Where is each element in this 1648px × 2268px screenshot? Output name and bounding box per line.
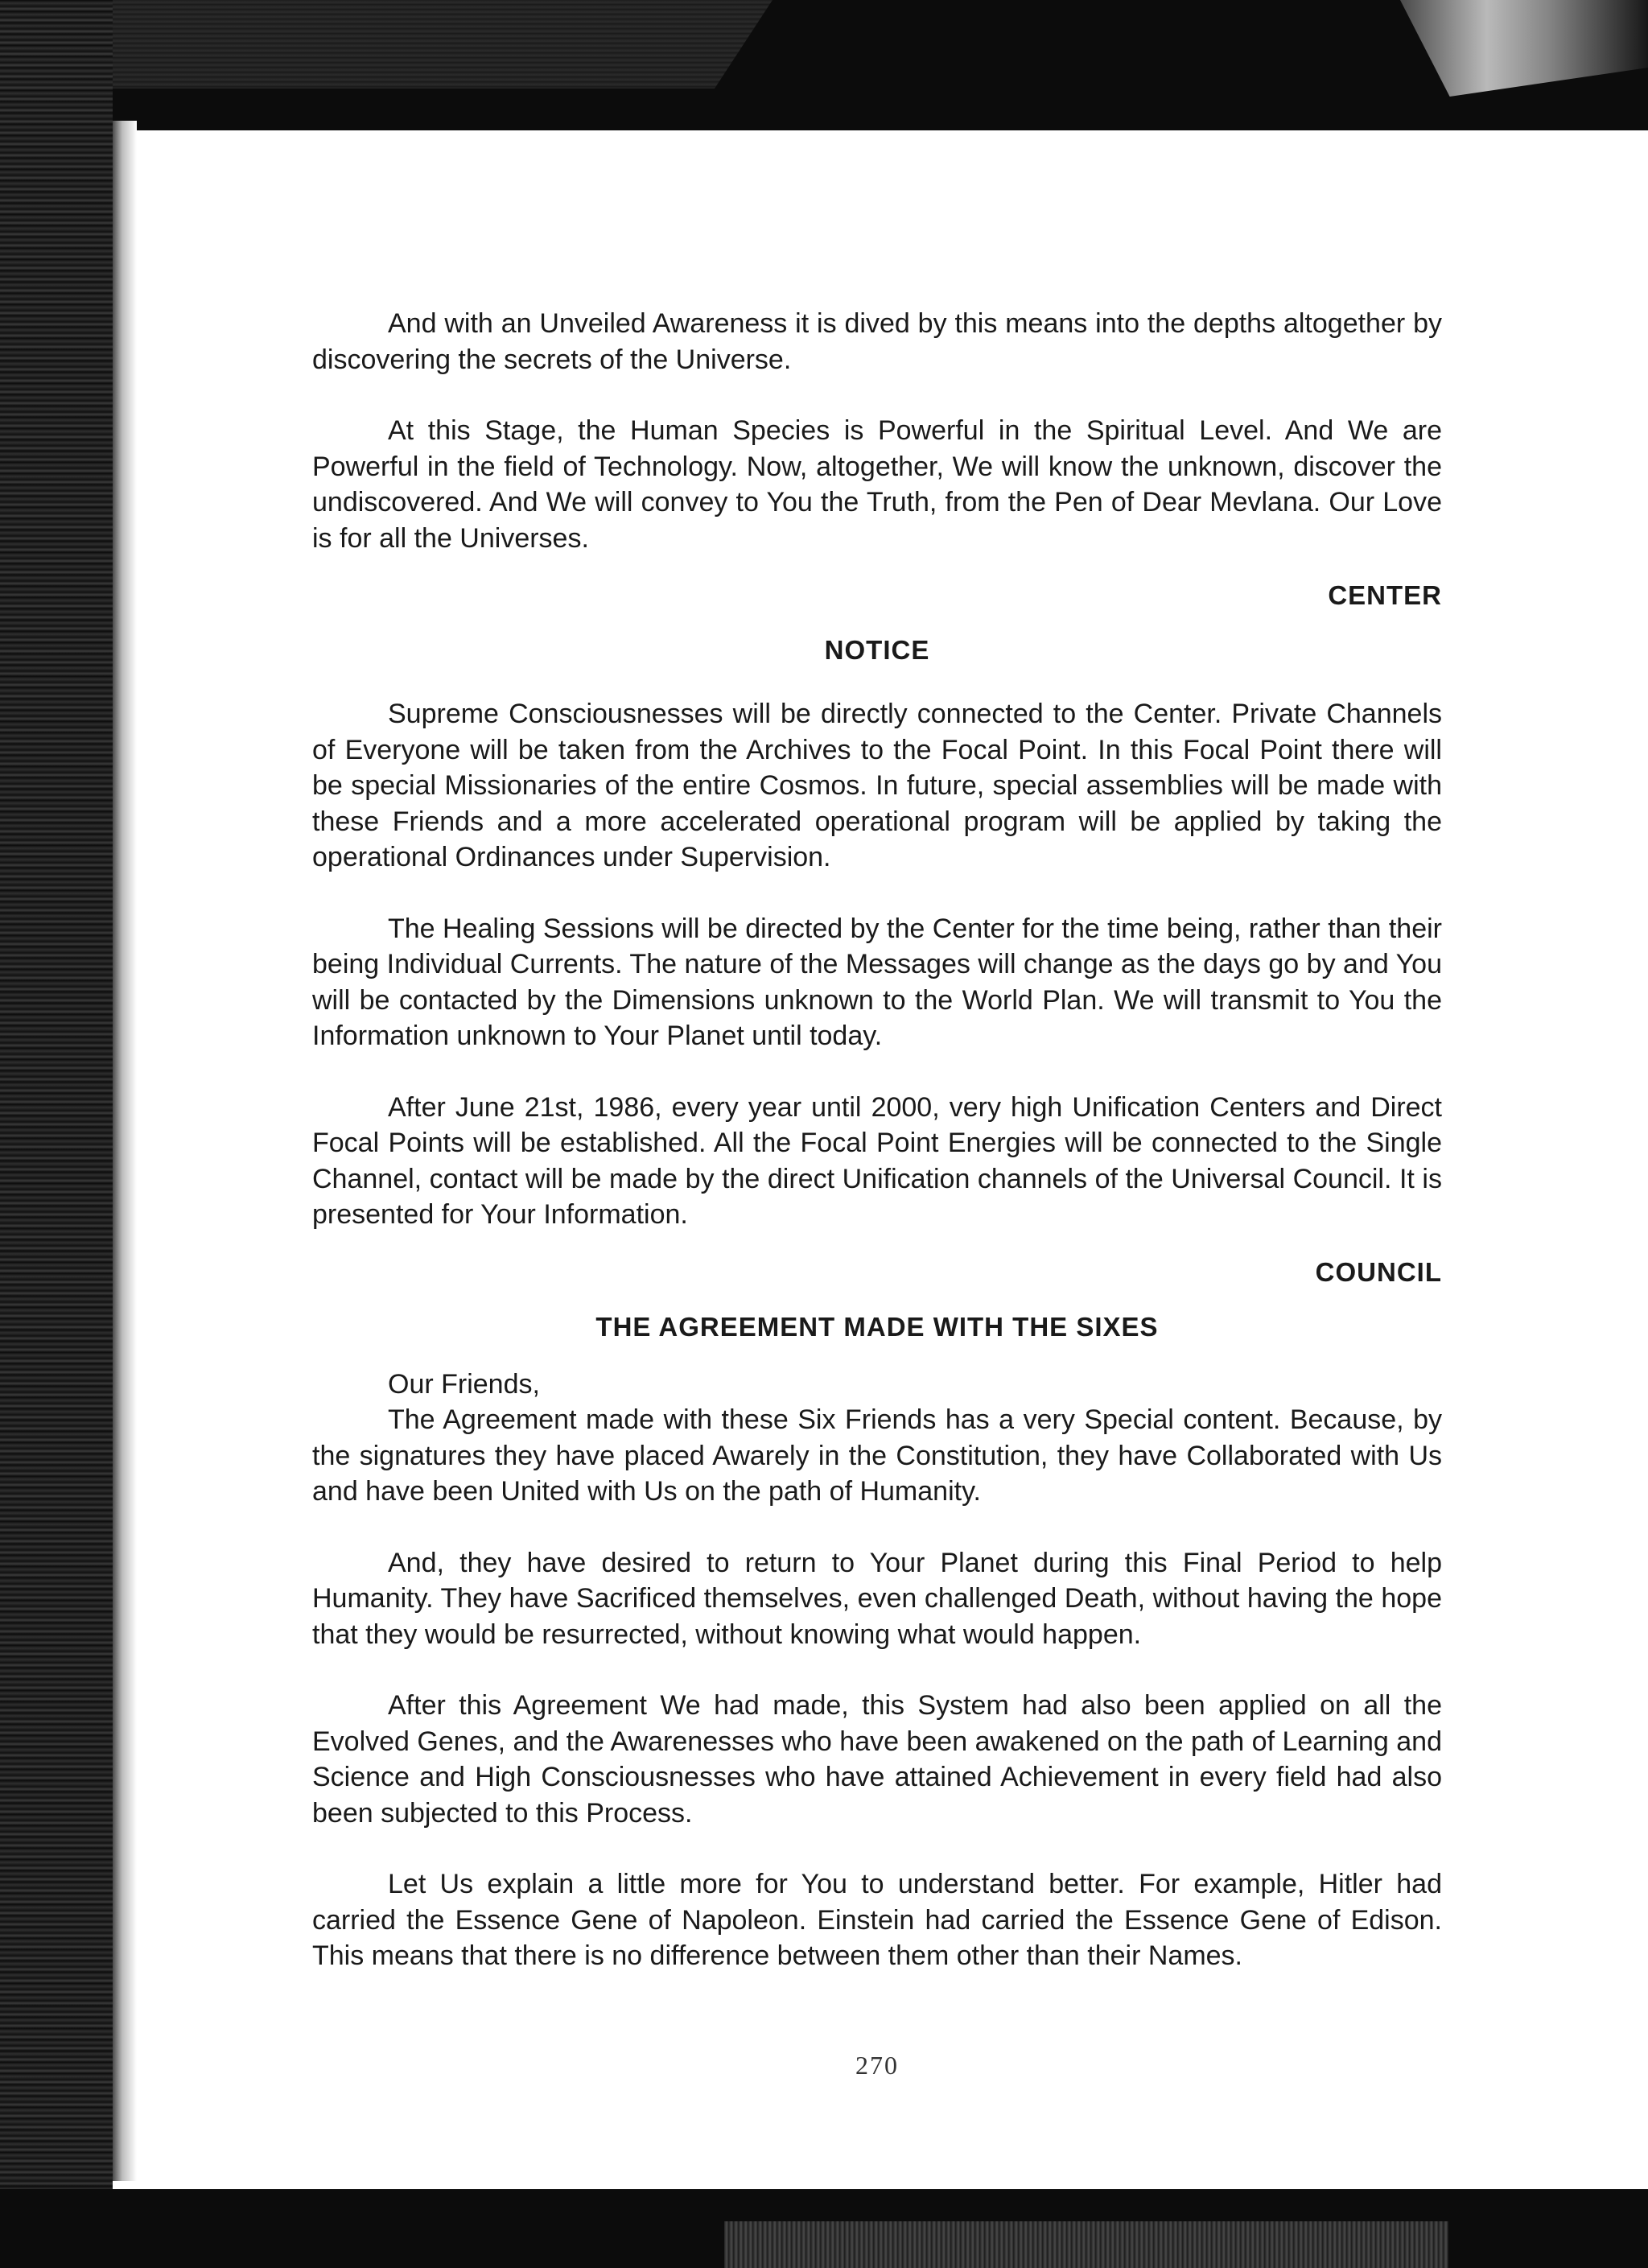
body-paragraph: And, they have desired to return to Your Planet during this Final Period to help Humanity. They have Sacrificed themselves, even challenged Death, without having the hope that they would be resurrected, without knowing what would happen. [312, 1547, 1442, 1650]
section-heading-notice: NOTICE [824, 635, 930, 665]
greeting: Our Friends, [388, 1368, 540, 1400]
body-paragraph: And with an Unveiled Awareness it is dived by this means into the depths altogether by discovering the secrets of the Universe. [312, 308, 1442, 375]
scan-glare [48, 0, 772, 89]
body-paragraph: After this Agreement We had made, this System had also been applied on all the Evolved Genes, and the Awarenesses who have been awakened on the path of Learning and Science and High Consciousnesses who have attained Achievement in every field had also been subjected to this Process. [312, 1690, 1442, 1829]
page-body [312, 306, 1442, 1974]
scan-bottom-glare [724, 2221, 1448, 2268]
body-paragraph: After June 21st, 1986, every year until 2000, very high Unification Centers and Direct Focal Points will be established. All the Focal Point Energies will be connected to the Single Channel, contact will be made by the direct Unification channels of the Universal Council. It is presented for Your Information. [312, 1091, 1442, 1230]
page-edge-shadow [113, 121, 137, 2181]
signature-center: CENTER [1328, 580, 1442, 610]
body-paragraph: At this Stage, the Human Species is Powerful in the Spiritual Level. And We are Powerful in the field of Technology. Now, altogether, We will know the unknown, discover the undiscovered. And We will convey to You the Truth, from the Pen of Dear Mevlana. Our Love is for all the Universes. [312, 415, 1442, 554]
body-paragraph: Supreme Consciousnesses will be directly connected to the Center. Private Channels of Everyone will be taken from the Archives to the Focal Point. In this Focal Point there will be special Missionaries of the entire Cosmos. In future, special assemblies will be made with these Friends and a more accelerated operational program will be applied by taking the operational Ordinances under Supervision. [312, 699, 1442, 872]
page-number: 270 [855, 2051, 899, 2080]
signature-council: COUNCIL [1315, 1256, 1442, 1287]
body-paragraph: The Agreement made with these Six Friends has a very Special content. Because, by the signatures they have placed Awarely in the Constitution, they have Collaborated with Us and have been United with Us on the path of Humanity. [312, 1404, 1442, 1507]
body-paragraph: Let Us explain a little more for You to understand better. For example, Hitler had carried the Essence Gene of Napoleon. Einstein had carried the Essence Gene of Edison. This means that there is no difference between them other than their Names. [312, 1869, 1442, 1971]
section-heading-agreement: THE AGREEMENT MADE WITH THE SIXES [595, 1311, 1159, 1342]
body-paragraph: The Healing Sessions will be directed by the Center for the time being, rather than their being Individual Currents. The nature of the Messages will change as the days go by and You will be contacted by the Dimensions unknown to the World Plan. We will transmit to You the Information unknown to Your Planet until today. [312, 913, 1442, 1051]
scan-left-border [0, 0, 113, 2268]
